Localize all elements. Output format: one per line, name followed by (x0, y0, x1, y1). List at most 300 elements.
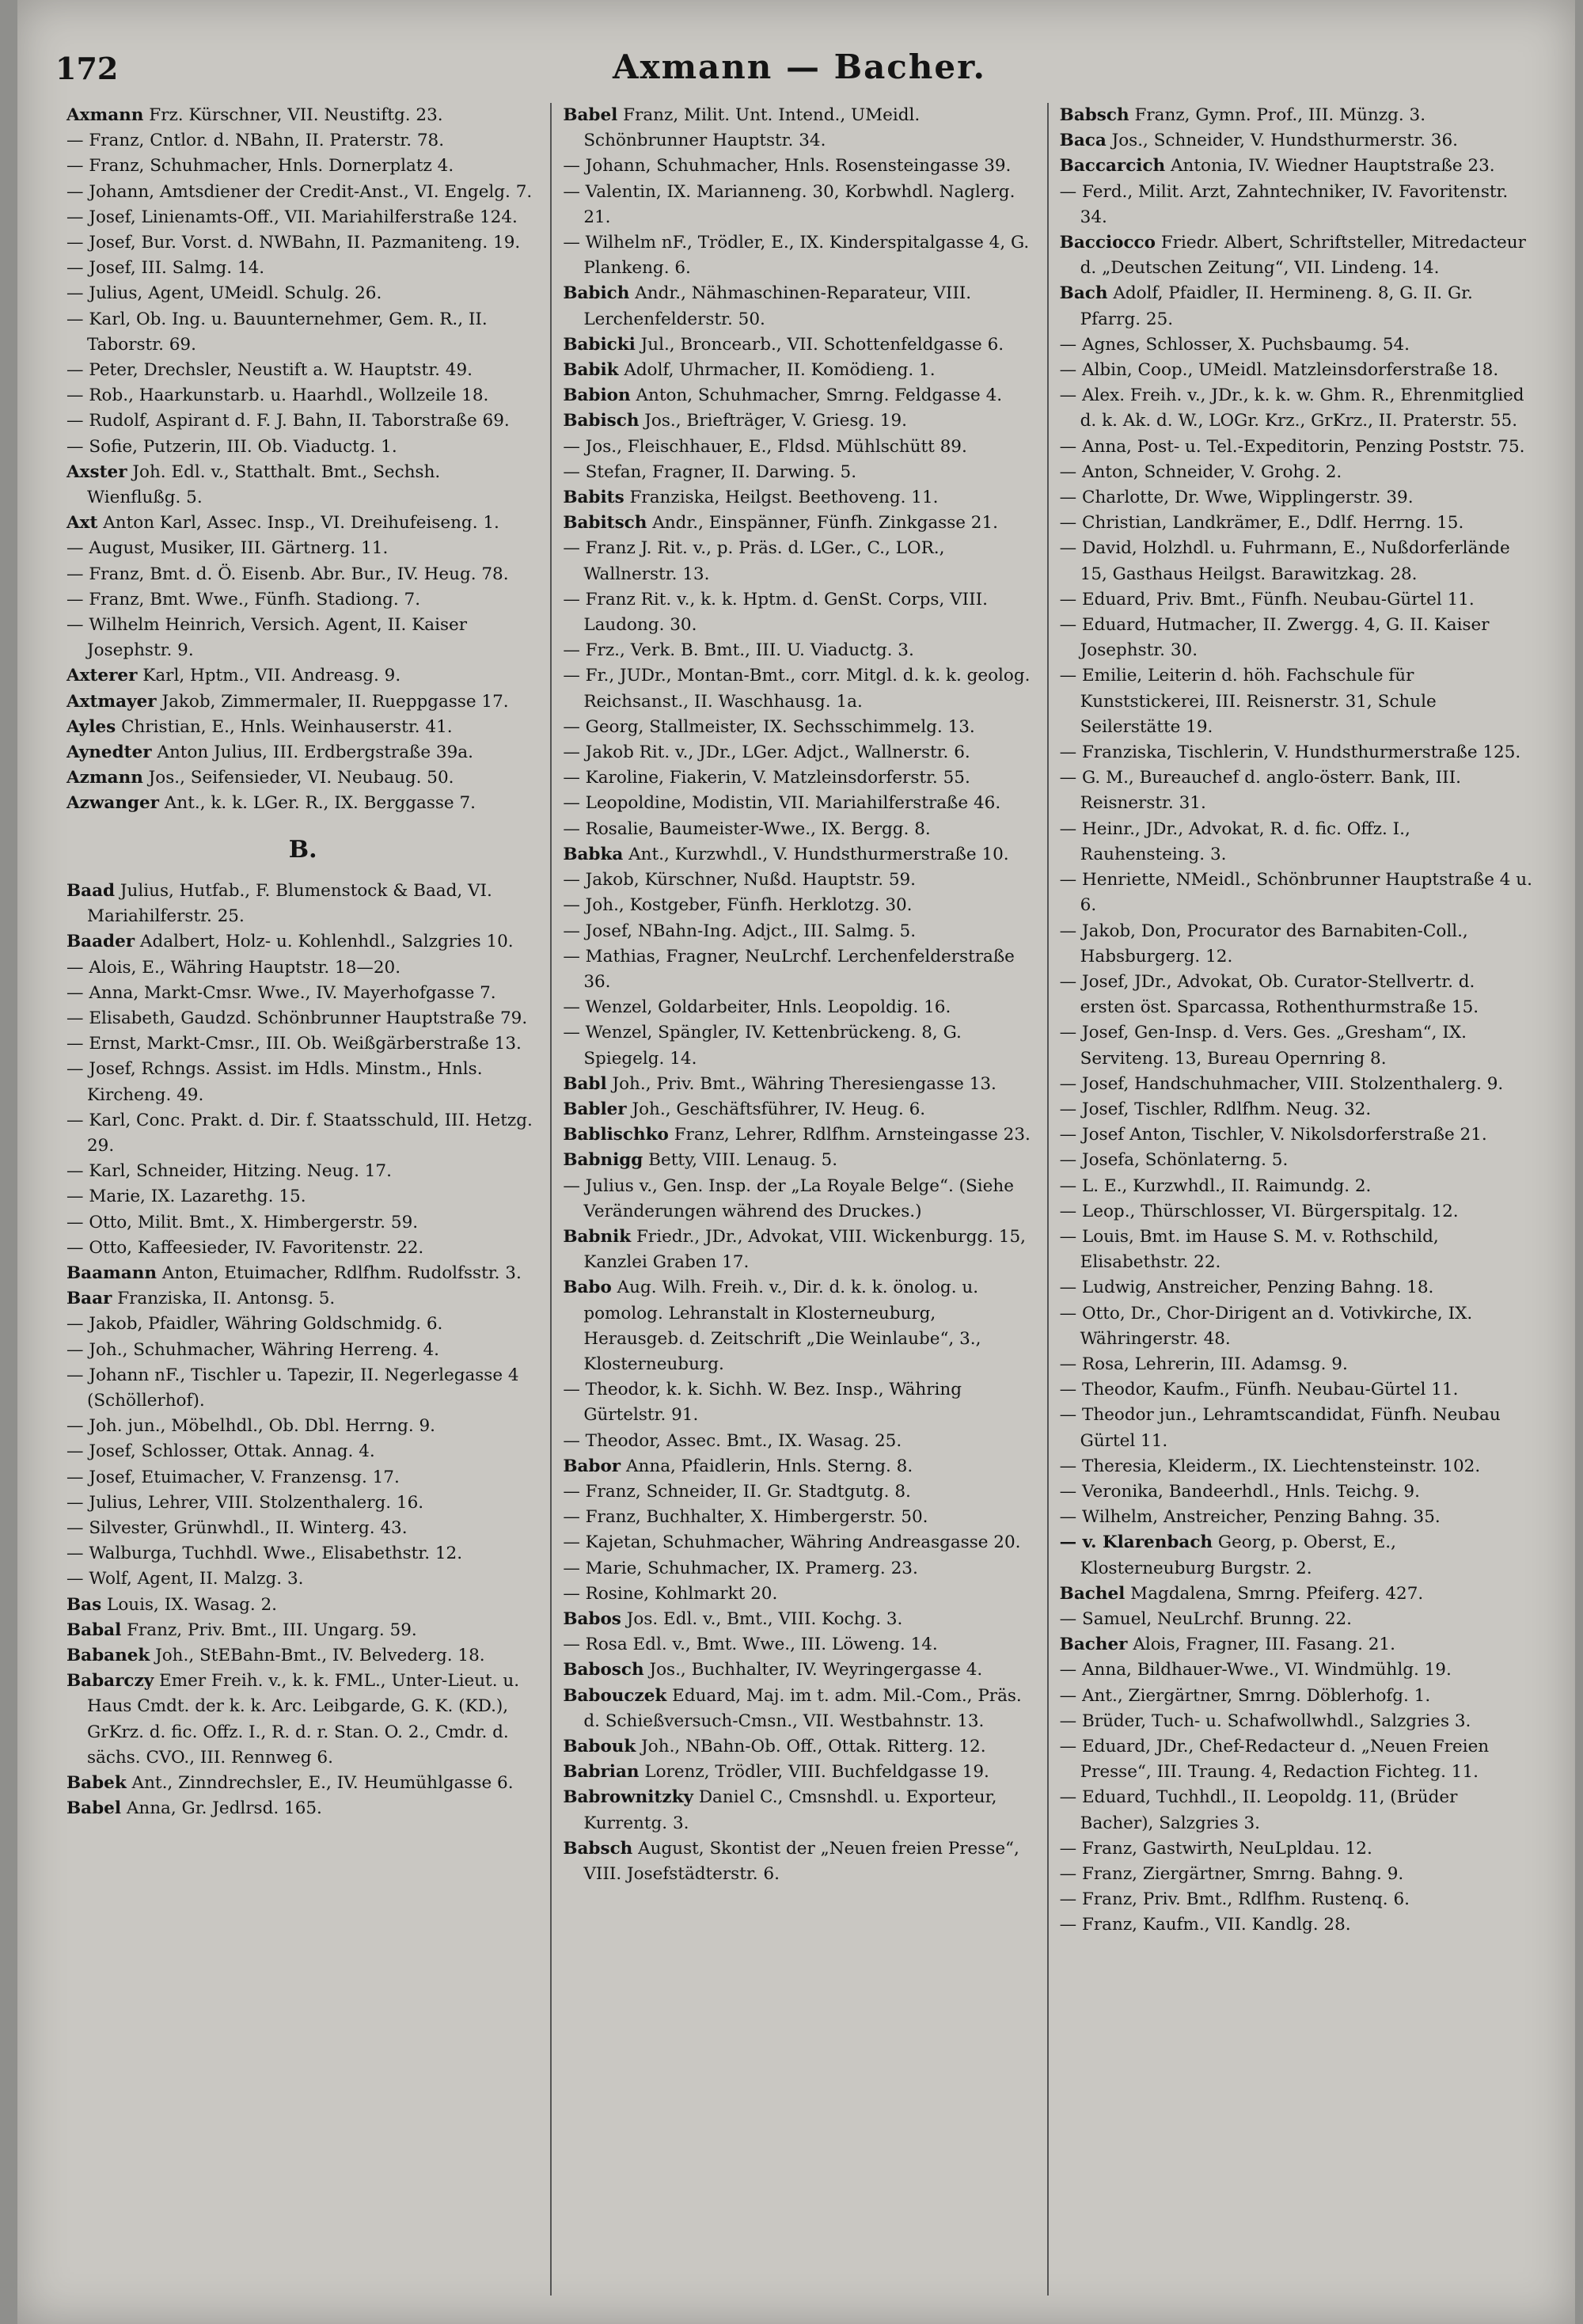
entry-details: — Franz, Ziergärtner, Smrng. Bahng. 9. (1059, 1864, 1404, 1885)
directory-entry (66, 689, 539, 715)
column-3 (1049, 103, 1543, 2296)
entry-details: — Franz, Kaufm., VII. Kandlg. 28. (1059, 1915, 1351, 1935)
entry-details: — L. E., Kurzwhdl., II. Raimundg. 2. (1059, 1175, 1372, 1196)
entry-details: — Louis, Bmt. im Hause S. M. v. Rothschild, Elisabethstr. 22. (1059, 1226, 1439, 1273)
directory-entry (66, 791, 539, 816)
entry-details: — Karoline, Fiakerin, V. Matzleinsdorferstr. 55. (563, 768, 970, 788)
directory-entry (563, 1377, 1035, 1428)
directory-entry (563, 1072, 1035, 1097)
entry-details: Christian, E., Hnls. Weinhauserstr. 41. (116, 716, 453, 737)
directory-entry (1060, 740, 1532, 765)
entry-details: — Anton, Schneider, V. Grohg. 2. (1059, 461, 1342, 482)
directory-entry (1060, 1632, 1532, 1658)
entry-surname: Babrownitzky (563, 1787, 693, 1808)
entry-details: — Josef, Linienamts-Off., VII. Mariahilferstraße 124. (66, 207, 518, 227)
directory-page (17, 0, 1575, 2324)
directory-entry (563, 383, 1035, 408)
directory-entry (1060, 1148, 1532, 1173)
entry-details: — Theodor, Assec. Bmt., IX. Wasag. 25. (563, 1430, 902, 1451)
entry-details: — Franz, Bmt. Wwe., Fünfh. Stadiong. 7. (66, 589, 421, 609)
directory-entry (1060, 613, 1532, 663)
entry-details: Franz, Gymn. Prof., III. Münzg. 3. (1129, 105, 1426, 125)
entry-details: — Wolf, Agent, II. Malzg. 3. (66, 1569, 304, 1589)
directory-entry (1060, 1887, 1532, 1912)
directory-entry (563, 460, 1035, 485)
directory-entry (563, 1174, 1035, 1225)
entry-details: Anton Karl, Assec. Insp., VI. Dreihufeiseng. 1. (97, 513, 499, 534)
entry-details: — Rosa Edl. v., Bmt. Wwe., III. Löweng. 14. (563, 1635, 938, 1655)
directory-entry (563, 230, 1035, 281)
entry-details: — Josef Anton, Tischler, V. Nikolsdorferstraße 21. (1059, 1125, 1487, 1145)
entry-surname: Babits (563, 488, 624, 508)
directory-entry (66, 408, 539, 434)
entry-details: — Ant., Ziergärtner, Smrng. Döblerhofg. 1. (1059, 1685, 1431, 1706)
directory-entry (563, 1632, 1035, 1658)
directory-entry (1060, 230, 1532, 281)
entry-details: Anna, Pfaidlerin, Hnls. Sterng. 8. (621, 1456, 913, 1476)
entry-details: Jos., Schneider, V. Hundsthurmerstr. 36. (1106, 131, 1458, 151)
entry-surname: Babsch (1059, 105, 1129, 125)
entry-details: Joh., Geschäftsführer, IV. Heug. 6. (626, 1099, 926, 1119)
directory-entry (66, 1771, 539, 1796)
entry-details: Alois, Fragner, III. Fasang. 21. (1127, 1635, 1395, 1655)
directory-entry (1060, 1225, 1532, 1275)
entry-details: — Otto, Dr., Chor-Dirigent an d. Votivkirche, IX. Währingerstr. 48. (1059, 1303, 1473, 1349)
directory-entry (66, 1184, 539, 1209)
entry-details: — Heinr., JDr., Advokat, R. d. fic. Offz. I., Rauhensteing. 3. (1059, 818, 1410, 864)
directory-entry (66, 1439, 539, 1464)
entry-details: — August, Musiker, III. Gärtnerg. 11. (66, 538, 389, 559)
entry-details: — Franz, Gastwirth, NeuLpldau. 12. (1059, 1838, 1372, 1859)
entry-details: — Anna, Post- u. Tel.-Expeditorin, Penzing Poststr. 75. (1059, 436, 1525, 457)
entry-details: — Ernst, Markt-Cmsr., III. Ob. Weißgärberstraße 13. (66, 1034, 522, 1054)
entry-surname: Bacher (1059, 1635, 1128, 1655)
directory-entry (1060, 1097, 1532, 1122)
entry-details: — Kajetan, Schuhmacher, Währing Andreasgasse 20. (563, 1532, 1021, 1553)
entry-details: Andr., Einspänner, Fünfh. Zinkgasse 21. (647, 513, 998, 534)
entry-details: — Marie, Schuhmacher, IX. Pramerg. 23. (563, 1558, 918, 1578)
entry-details: — Franz, Schuhmacher, Hnls. Dornerplatz 4. (66, 156, 454, 177)
entry-details: Jos., Seifensieder, VI. Neubaug. 50. (142, 768, 454, 788)
directory-entry (66, 663, 539, 689)
directory-entry (66, 1414, 539, 1439)
directory-entry (563, 281, 1035, 332)
directory-entry (66, 1057, 539, 1107)
directory-entry (1060, 180, 1532, 230)
entry-details: — Walburga, Tuchhdl. Wwe., Elisabethstr. 12. (66, 1544, 463, 1564)
directory-entry (66, 740, 539, 765)
directory-entry (66, 536, 539, 561)
entry-surname: Babnik (563, 1226, 632, 1247)
entry-details: — Wilhelm nF., Trödler, E., IX. Kinderspitalgasse 4, G. Plankeng. 6. (563, 233, 1030, 279)
directory-entry (1060, 435, 1532, 460)
entry-details: — Jakob Rit. v., JDr., LGer. Adjct., Wallnerstr. 6. (563, 742, 970, 763)
directory-entry (1060, 1582, 1532, 1607)
entry-details: — Eduard, JDr., Chef-Redacteur d. „Neuen Freien Presse“, III. Traung. 4, Redaction Fichteg. 11. (1059, 1737, 1490, 1783)
entry-surname: Baader (66, 932, 135, 952)
directory-entry (563, 1607, 1035, 1632)
entry-surname: Axmann (66, 105, 144, 125)
directory-entry (66, 128, 539, 154)
directory-entry (1060, 1377, 1532, 1403)
directory-entry (563, 638, 1035, 663)
entry-details: Adolf, Pfaidler, II. Hermineng. 8, G. II. Gr. Pfarrg. 25. (1080, 283, 1473, 329)
directory-entry (563, 791, 1035, 816)
entry-details: — Karl, Ob. Ing. u. Bauunternehmer, Gem. R., II. Taborstr. 69. (66, 309, 488, 355)
directory-entry (563, 1429, 1035, 1454)
directory-entry (66, 205, 539, 230)
entry-details: — Otto, Kaffeesieder, IV. Favoritenstr. 22. (66, 1237, 424, 1258)
entry-details: Franz, Priv. Bmt., III. Ungarg. 59. (121, 1620, 417, 1640)
entry-details: — Veronika, Bandeerhdl., Hnls. Teichg. 9. (1059, 1481, 1420, 1502)
directory-entry (563, 408, 1035, 434)
directory-entry (66, 1566, 539, 1592)
directory-entry (66, 256, 539, 281)
directory-entry (563, 1760, 1035, 1785)
entry-details: — Silvester, Grünwhdl., II. Winterg. 43. (66, 1517, 408, 1538)
directory-entry (1060, 817, 1532, 868)
entry-surname: Babsch (563, 1838, 633, 1859)
directory-entry (1060, 1403, 1532, 1453)
directory-entry (66, 511, 539, 536)
entry-details: — Alois, E., Währing Hauptstr. 18—20. (66, 957, 401, 978)
directory-entry (563, 868, 1035, 893)
entry-details: — Franz J. Rit. v., p. Präs. d. LGer., C., LOR., Wallnerstr. 13. (563, 538, 945, 584)
entry-details: Friedr. Albert, Schriftsteller, Mitredacteur d. „Deutschen Zeitung“, VII. Lindeng. 14. (1080, 233, 1526, 279)
directory-entry (563, 995, 1035, 1020)
directory-entry (563, 1556, 1035, 1582)
directory-entry (66, 765, 539, 791)
entry-details: Anna, Gr. Jedlrsd. 165. (120, 1798, 322, 1819)
directory-entry (66, 1541, 539, 1566)
entry-details: — Fr., JUDr., Montan-Bmt., corr. Mitgl. d. k. k. geolog. Reichsanst., II. Waschhausg. 1a. (563, 666, 1031, 712)
entry-details: — Christian, Landkrämer, E., Ddlf. Herrng. 15. (1059, 513, 1464, 534)
entry-details: — Franz, Bmt. d. Ö. Eisenb. Abr. Bur., IV. Heug. 78. (66, 564, 509, 584)
entry-details: Aug. Wilh. Freih. v., Dir. d. k. k. önolog. u. pomolog. Lehranstalt in Klosterneuburg, Herausgeb. d. Zeitschrift „Die Weinlaube“, 3., Klosterneuburg. (583, 1278, 981, 1374)
directory-entry (1060, 1122, 1532, 1148)
entry-details: — Johann, Schuhmacher, Hnls. Rosensteingasse 39. (563, 156, 1012, 177)
directory-entry (563, 842, 1035, 868)
entry-details: — Julius v., Gen. Insp. der „La Royale Belge“. (Siehe Veränderungen während des Druckes.) (563, 1175, 1014, 1221)
entry-details: — Wenzel, Spängler, IV. Kettenbrückeng. 8, G. Spiegelg. 14. (563, 1023, 962, 1069)
entry-surname: Babnigg (563, 1150, 643, 1171)
entry-details: — Samuel, NeuLrchf. Brunng. 22. (1059, 1608, 1352, 1629)
directory-entry (66, 1669, 539, 1771)
directory-entry (66, 1261, 539, 1286)
entry-details: Franziska, II. Antonsg. 5. (112, 1289, 336, 1309)
entry-surname: Bablischko (563, 1125, 669, 1145)
entry-details: — Karl, Conc. Prakt. d. Dir. f. Staatsschuld, III. Hetzg. 29. (66, 1110, 533, 1156)
directory-entry (1060, 128, 1532, 154)
entry-details: Andr., Nähmaschinen-Reparateur, VIII. Lerchenfelderstr. 50. (583, 283, 972, 329)
entry-details: — Franz, Priv. Bmt., Rdlfhm. Rustenq. 6. (1059, 1889, 1410, 1910)
entry-surname: Babouczek (563, 1685, 667, 1706)
entry-details: — Wilhelm Heinrich, Versich. Agent, II. Kaiser Josephstr. 9. (66, 615, 468, 661)
directory-entry (66, 154, 539, 179)
entry-details: — Charlotte, Dr. Wwe, Wipplingerstr. 39. (1059, 488, 1414, 508)
entry-surname: Bacciocco (1059, 233, 1156, 253)
entry-details: Emer Freih. v., k. k. FML., Unter-Lieut. u. Haus Cmdt. der k. k. Arc. Leibgarde, G. K. (KD.), GrKrz. d. fic. Offz. I., R. d. r. Stan. O. 2., Cmdr. d. sächs. CVO., III. Rennweg 6. (87, 1671, 520, 1768)
entry-details: — Eduard, Priv. Bmt., Fünfh. Neubau-Gürtel 11. (1059, 589, 1475, 609)
entry-details: — Theodor jun., Lehramtscandidat, Fünfh. Neubau Gürtel 11. (1059, 1405, 1501, 1451)
directory-entry (1060, 1301, 1532, 1352)
entry-surname: Babich (563, 283, 630, 304)
entry-surname: Babik (563, 360, 619, 381)
directory-entry (563, 715, 1035, 740)
entry-details: Anton, Schuhmacher, Smrng. Feldgasse 4. (630, 385, 1003, 406)
entry-surname: Babel (66, 1798, 121, 1819)
entry-details: Magdalena, Smrng. Pfeiferg. 427. (1125, 1583, 1424, 1604)
directory-entry (563, 1505, 1035, 1530)
entry-details: — Sofie, Putzerin, III. Ob. Viaductg. 1. (66, 436, 397, 457)
directory-entry (563, 893, 1035, 918)
entry-details: — Theodor, k. k. Sichh. W. Bez. Insp., Währing Gürtelstr. 91. (563, 1380, 962, 1426)
directory-entry (66, 1490, 539, 1516)
entry-details: Joh., Priv. Bmt., Währing Theresiengasse 13. (606, 1073, 996, 1094)
entry-details: — Johann nF., Tischler u. Tapezir, II. Negerlegasse 4 (Schöllerhof). (66, 1365, 519, 1411)
directory-entry (1060, 1658, 1532, 1683)
entry-surname: Azmann (66, 768, 143, 788)
entry-details: — Anna, Markt-Cmsr. Wwe., IV. Mayerhofgasse 7. (66, 982, 496, 1003)
directory-entry (66, 1108, 539, 1159)
directory-entry (1060, 485, 1532, 511)
running-head: Axmann — Bacher. (612, 47, 987, 86)
column-2 (552, 103, 1048, 2296)
entry-surname: Babl (563, 1073, 607, 1094)
entry-details: — G. M., Bureauchef d. anglo-österr. Bank, III. Reisnerstr. 31. (1059, 768, 1461, 814)
entry-details: — Theresia, Kleiderm., IX. Liechtensteinstr. 102. (1059, 1456, 1481, 1476)
directory-entry (66, 879, 539, 929)
entry-details: — Leopoldine, Modistin, VII. Mariahilferstraße 46. (563, 793, 1001, 814)
entry-details: — Albin, Coop., UMeidl. Matzleinsdorferstraße 18. (1059, 360, 1499, 381)
directory-entry (66, 358, 539, 383)
entry-surname: Axt (66, 513, 98, 534)
entry-details: Joh. Edl. v., Statthalt. Bmt., Sechsh. Wienflußg. 5. (87, 461, 441, 508)
directory-entry (563, 103, 1035, 154)
directory-entry (66, 103, 539, 128)
entry-details: — Josef, Rchngs. Assist. im Hdls. Minstm., Hnls. Kircheng. 49. (66, 1059, 483, 1105)
entry-details: — David, Holzhdl. u. Fuhrmann, E., Nußdorferlände 15, Gasthaus Heilgst. Barawitzkag. 28. (1059, 538, 1510, 584)
directory-entry (1060, 332, 1532, 358)
directory-entry (563, 180, 1035, 230)
entry-details: — Eduard, Tuchhdl., II. Leopoldg. 11, (Brüder Bacher), Salzgries 3. (1059, 1787, 1458, 1833)
directory-entry (563, 1122, 1035, 1148)
entry-details: — Josef, JDr., Advokat, Ob. Curator-Stellvertr. d. ersten öst. Sparcassa, Rothenthurmstraße 15. (1059, 971, 1479, 1018)
entry-details: — Ludwig, Anstreicher, Penzing Bahng. 18. (1059, 1278, 1434, 1298)
entry-details: — Jakob, Kürschner, Nußd. Hauptstr. 59. (563, 870, 917, 890)
directory-entry (66, 929, 539, 955)
entry-surname: Baar (66, 1289, 112, 1309)
entry-details: — Wenzel, Goldarbeiter, Hnls. Leopoldig. 16. (563, 997, 951, 1018)
entry-details: — Rosa, Lehrerin, III. Adamsg. 9. (1059, 1354, 1348, 1374)
directory-entry (563, 154, 1035, 179)
entry-details: — Brüder, Tuch- u. Schafwollwhdl., Salzgries 3. (1059, 1711, 1471, 1731)
entry-surname: Babos (563, 1608, 621, 1629)
entry-surname: Axtmayer (66, 691, 157, 712)
entry-details: — Rob., Haarkunstarb. u. Haarhdl., Wollzeile 18. (66, 385, 489, 406)
directory-entry (1060, 587, 1532, 613)
entry-details: — Peter, Drechsler, Neustift a. W. Hauptstr. 49. (66, 360, 473, 381)
entry-surname: — v. Klarenbach (1059, 1532, 1213, 1553)
directory-entry (1060, 1020, 1532, 1071)
entry-surname: Ayles (66, 716, 116, 737)
entry-surname: Babicki (563, 334, 636, 355)
directory-entry (1060, 919, 1532, 970)
directory-entry (1060, 383, 1532, 434)
directory-entry (66, 587, 539, 613)
directory-entry (563, 1734, 1035, 1760)
directory-entry (1060, 1174, 1532, 1199)
directory-entry (1060, 765, 1532, 816)
entry-details: — Franz, Cntlor. d. NBahn, II. Praterstr. 78. (66, 131, 445, 151)
directory-entry (563, 485, 1035, 511)
directory-entry (1060, 1530, 1532, 1581)
entry-surname: Babel (563, 105, 618, 125)
page-header (55, 40, 1543, 103)
entry-surname: Baamann (66, 1263, 157, 1283)
directory-entry (1060, 1709, 1532, 1734)
entry-details: — Wilhelm, Anstreicher, Penzing Bahng. 35. (1059, 1507, 1441, 1528)
entry-surname: Babek (66, 1773, 127, 1793)
entry-details: — Stefan, Fragner, II. Darwing. 5. (563, 461, 857, 482)
directory-entry (66, 180, 539, 205)
entry-details: — Anna, Bildhauer-Wwe., VI. Windmühlg. 19. (1059, 1660, 1452, 1680)
entry-details: — Franz, Buchhalter, X. Himbergerstr. 50. (563, 1507, 928, 1528)
entry-details: Julius, Hutfab., F. Blumenstock & Baad, VI. Mariahilferstr. 25. (87, 880, 492, 927)
page-number: 172 (55, 51, 119, 86)
entry-surname: Babarczy (66, 1671, 154, 1692)
entry-details: Joh., NBahn-Ob. Off., Ottak. Ritterg. 12. (636, 1737, 986, 1756)
entry-details: — Marie, IX. Lazarethg. 15. (66, 1187, 306, 1207)
entry-details: Jos. Edl. v., Bmt., VIII. Kochg. 3. (621, 1608, 903, 1629)
entry-surname: Babouk (563, 1737, 636, 1756)
directory-entry (66, 613, 539, 663)
directory-entry (66, 383, 539, 408)
entry-surname: Babion (563, 385, 631, 406)
directory-entry (66, 435, 539, 460)
directory-entry (1060, 1275, 1532, 1301)
entry-details: — Ferd., Milit. Arzt, Zahntechniker, IV. Favoritenstr. 34. (1059, 181, 1509, 227)
entry-details: — Georg, Stallmeister, IX. Sechsschimmelg. 13. (563, 716, 975, 737)
entry-details: — Josef, Tischler, Rdlfhm. Neug. 32. (1059, 1099, 1372, 1119)
entry-details: Betty, VIII. Lenaug. 5. (643, 1150, 838, 1171)
entry-details: Franz, Lehrer, Rdlfhm. Arnsteingasse 23. (668, 1125, 1031, 1145)
entry-details: Jul., Broncearb., VII. Schottenfeldgasse 6. (635, 334, 1004, 355)
directory-entry (1060, 1454, 1532, 1479)
entry-details: Frz. Kürschner, VII. Neustiftg. 23. (143, 105, 443, 125)
entry-surname: Babanek (66, 1645, 150, 1665)
directory-entry (563, 435, 1035, 460)
directory-entry (563, 740, 1035, 765)
directory-entry (563, 817, 1035, 842)
entry-details: — Josef, Schlosser, Ottak. Annag. 4. (66, 1441, 375, 1462)
directory-entry (1060, 1072, 1532, 1097)
directory-entry (563, 1097, 1035, 1122)
entry-surname: Babal (66, 1620, 122, 1640)
directory-entry (66, 1338, 539, 1363)
entry-details: Jos., Briefträger, V. Griesg. 19. (639, 411, 907, 431)
directory-entry (66, 715, 539, 740)
directory-entry (563, 1454, 1035, 1479)
directory-entry (563, 944, 1035, 995)
entry-details: — Alex. Freih. v., JDr., k. k. w. Ghm. R., Ehrenmitglied d. k. Ak. d. W., LOGr. Krz., GrKrz., II. Praterstr. 55. (1059, 385, 1524, 431)
directory-entry (66, 1236, 539, 1261)
directory-entry (563, 765, 1035, 791)
directory-entry (1060, 1912, 1532, 1938)
directory-entry (563, 1684, 1035, 1734)
directory-entry (563, 1582, 1035, 1607)
entry-surname: Baad (66, 880, 116, 901)
directory-entry (1060, 1734, 1532, 1785)
entry-details: — Franziska, Tischlerin, V. Hundsthurmerstraße 125. (1059, 742, 1521, 763)
entry-details: — Rosalie, Baumeister-Wwe., IX. Bergg. 8. (563, 818, 931, 839)
entry-details: — Josef, III. Salmg. 14. (66, 258, 265, 279)
entry-details: — Leop., Thürschlosser, VI. Bürgerspitalg. 12. (1059, 1201, 1459, 1221)
directory-entry (1060, 460, 1532, 485)
directory-entry (66, 1643, 539, 1669)
entry-details: — Rosine, Kohlmarkt 20. (563, 1583, 778, 1604)
entry-details: Ant., Kurzwhdl., V. Hundsthurmerstraße 10. (623, 844, 1009, 864)
entry-details: — Mathias, Fragner, NeuLrchf. Lerchenfelderstraße 36. (563, 946, 1015, 992)
entry-details: Daniel C., Cmsnshdl. u. Exporteur, Kurrentg. 3. (583, 1787, 997, 1833)
entry-details: — Johann, Amtsdiener der Credit-Anst., VI. Engelg. 7. (66, 181, 533, 202)
entry-surname: Babor (563, 1456, 621, 1476)
directory-entry (66, 307, 539, 358)
entry-surname: Babitsch (563, 513, 647, 534)
entry-details: — Josef, Etuimacher, V. Franzensg. 17. (66, 1467, 400, 1487)
column-1 (55, 103, 552, 2296)
directory-entry (66, 1286, 539, 1312)
directory-entry (1060, 1352, 1532, 1377)
directory-entry (66, 981, 539, 1006)
entry-details: Anton Julius, III. Erdbergstraße 39a. (151, 742, 473, 763)
directory-entry (1060, 281, 1532, 332)
entry-details: — Josef, Gen-Insp. d. Vers. Ges. „Gresham“, IX. Serviteng. 13, Bureau Opernring 8. (1059, 1023, 1467, 1069)
directory-entry (1060, 358, 1532, 383)
entry-details: — Jakob, Don, Procurator des Barnabiten-Coll., Habsburgerg. 12. (1059, 921, 1468, 966)
entry-details: Karl, Hptm., VII. Andreasg. 9. (137, 666, 401, 686)
directory-entry (66, 1465, 539, 1490)
entry-surname: Baccarcich (1059, 156, 1166, 177)
entry-details: — Joh., Schuhmacher, Währing Herreng. 4. (66, 1339, 439, 1360)
entry-details: — Joh., Kostgeber, Fünfh. Herklotzg. 30. (563, 895, 913, 916)
directory-entry (66, 1210, 539, 1236)
directory-entry (563, 1275, 1035, 1377)
directory-entry (563, 332, 1035, 358)
entry-details: Jakob, Zimmermaler, II. Rueppgasse 17. (156, 691, 509, 712)
entry-details: Ant., k. k. LGer. R., IX. Berggasse 7. (159, 793, 476, 814)
entry-details: Adalbert, Holz- u. Kohlenhdl., Salzgries 10. (135, 932, 514, 952)
entry-details: Anton, Etuimacher, Rdlfhm. Rudolfsstr. 3. (156, 1263, 522, 1283)
entry-surname: Baca (1059, 131, 1107, 151)
directory-entry (563, 536, 1035, 587)
directory-entry (1060, 1479, 1532, 1505)
directory-entry (1060, 1505, 1532, 1530)
directory-columns (55, 103, 1543, 2296)
entry-details: — Agnes, Schlosser, X. Puchsbaumg. 54. (1059, 334, 1410, 355)
entry-details: Franz, Milit. Unt. Intend., UMeidl. Schönbrunner Hauptstr. 34. (583, 105, 921, 151)
directory-entry (66, 562, 539, 587)
entry-details: Franziska, Heilgst. Beethoveng. 11. (624, 488, 939, 508)
directory-entry (1060, 1836, 1532, 1862)
directory-entry (66, 1006, 539, 1031)
entry-details: — Frz., Verk. B. Bmt., III. U. Viaductg. 3. (563, 640, 914, 661)
entry-surname: Azwanger (66, 793, 160, 814)
directory-entry (1060, 1862, 1532, 1887)
entry-details: — Rudolf, Aspirant d. F. J. Bahn, II. Taborstraße 69. (66, 411, 510, 431)
entry-surname: Aynedter (66, 742, 152, 763)
directory-entry (563, 358, 1035, 383)
